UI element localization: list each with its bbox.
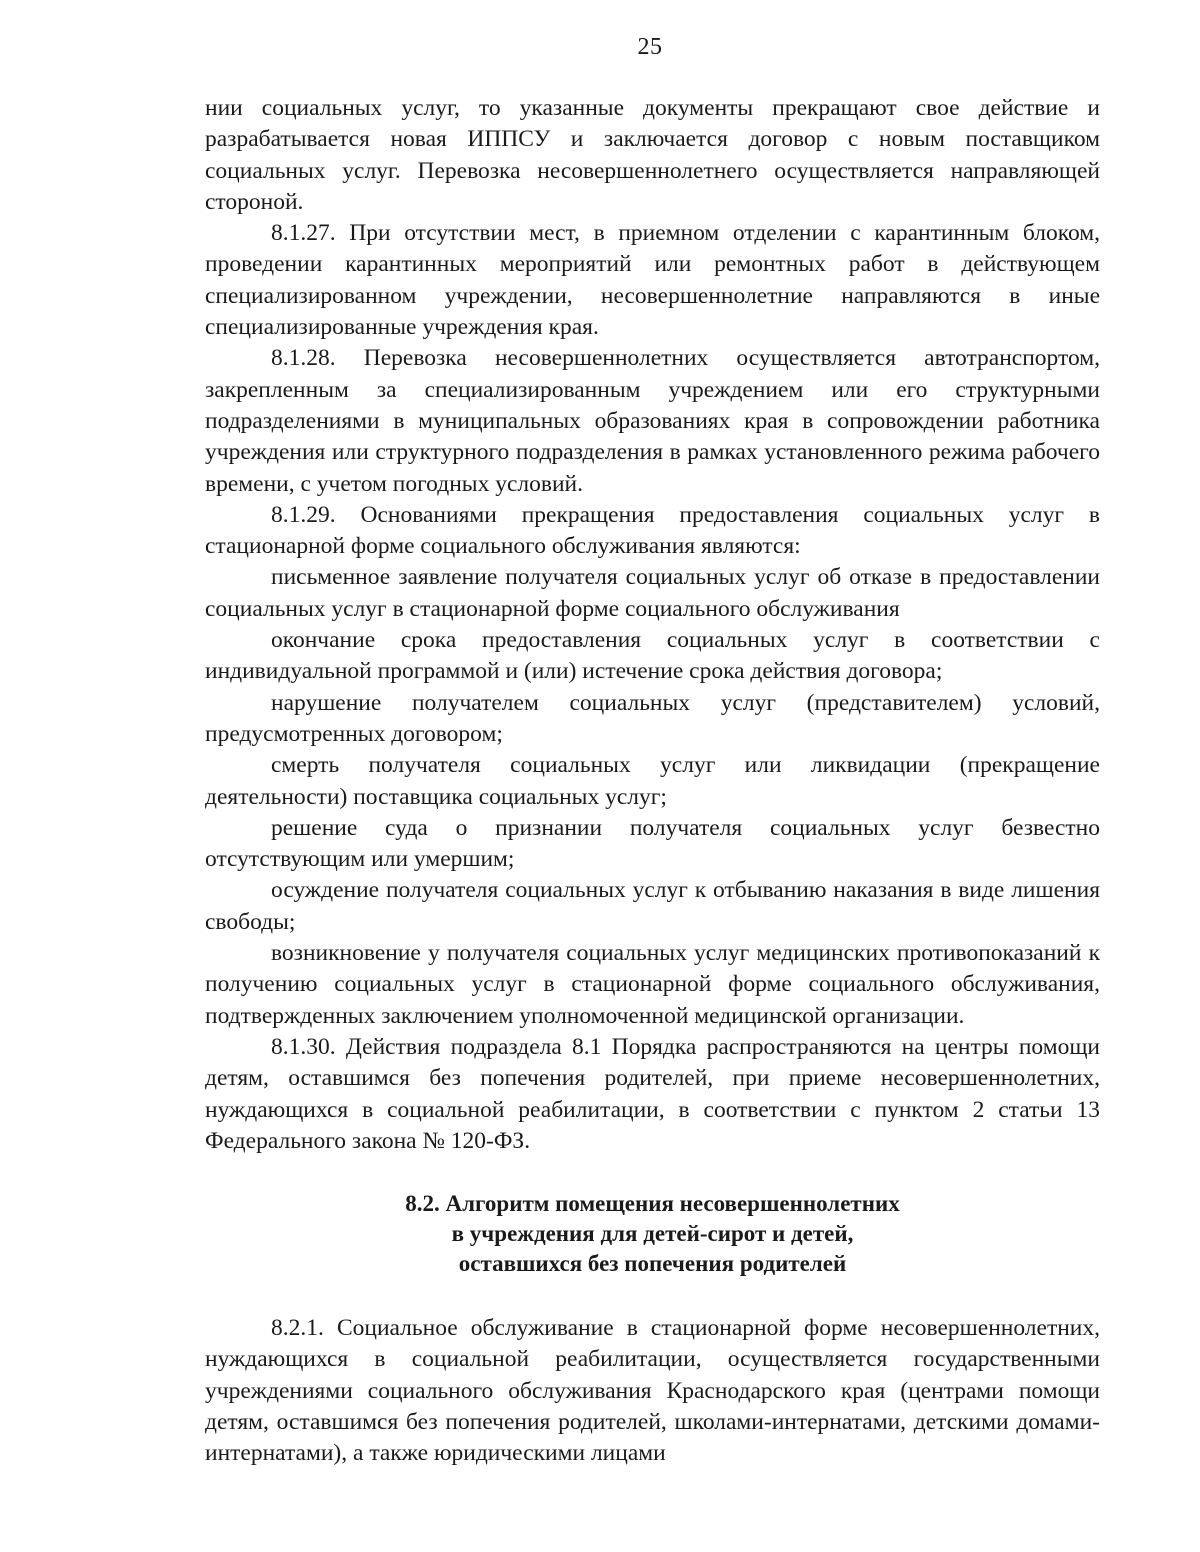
list-item-death-liquidation: смерть получателя социальных услуг или ликвидации (прекращение деятельности) поставщика социальных услуг; [205,752,1100,810]
document-body [205,93,1100,1470]
list-item-contract-violation: нарушение получателем социальных услуг (представителем) условий, предусмотренных договором; [205,689,1100,747]
section-heading-line: 8.2. Алгоритм помещения несовершеннолетних [405,1191,900,1217]
paragraph-8-1-27: 8.1.27. При отсутствии мест, в приемном отделении с карантинным блоком, проведении карантинных мероприятий или ремонтных работ в действующем специализированном учреждении, несовершеннолетние направляются в иные специализированные учреждения края. [205,220,1100,341]
paragraph-continuation: нии социальных услуг, то указанные документы прекращают свое действие и разрабатывается новая ИППСУ и заключается договор с новым поставщиком социальных услуг. Перевозка несовершеннолетнего осуществляется направляющей стороной. [205,95,1100,215]
page-number: 25 [637,34,663,60]
paragraph-8-2-1: 8.2.1. Социальное обслуживание в стационарной форме несовершеннолетних, нуждающихся в социальной реабилитации, осуществляется государственными учреждениями социального обслуживания Краснодарского края (центрами помощи детям, оставшимся без попечения родителей, школами-интернатами, детскими домами-интернатами), а также юридическими лицами [205,1315,1100,1467]
paragraph-8-1-28: 8.1.28. Перевозка несовершеннолетних осуществляется автотранспортом, закрепленным за специализированным учреждением или его структурными подразделениями в муниципальных образованиях края в сопровождении работника учреждения или структурного подразделения в рамках установленного режима рабочего времени, с учетом погодных условий. [205,345,1100,497]
list-item-medical-contraindications: возникновение у получателя социальных услуг медицинских противопоказаний к получению социальных услуг в стационарной форме социального обслуживания, подтвержденных заключением уполномоченной медицинской организации. [205,940,1100,1029]
list-item-court-decision: решение суда о признании получателя социальных услуг безвестно отсутствующим или умершим; [205,814,1100,873]
paragraph-8-1-30: 8.1.30. Действия подраздела 8.1 Порядка распространяются на центры помощи детям, оставшимся без попечения родителей, при приеме несовершеннолетних, нуждающихся в социальной реабилитации, в соответствии с пунктом 2 статьи 13 Федерального закона № 120-ФЗ. [205,1033,1100,1154]
section-heading-8-2 [205,1189,1100,1279]
list-item-term-expiry: окончание срока предоставления социальных услуг в соответствии с индивидуальной программой и (или) истечение срока действия договора; [205,627,1100,685]
paragraph-8-1-29: 8.1.29. Основаниями прекращения предоставления социальных услуг в стационарной форме социального обслуживания являются: [205,501,1100,560]
list-item-written-application: письменное заявление получателя социальных услуг об отказе в предоставлении социальных услуг в стационарной форме социального обслуживания [205,564,1100,622]
section-heading-line: оставшихся без попечения родителей [458,1251,847,1277]
section-heading-line: в учреждения для детей-сирот и детей, [451,1221,854,1247]
list-item-conviction: осуждение получателя социальных услуг к отбыванию наказания в виде лишения свободы; [205,877,1100,935]
